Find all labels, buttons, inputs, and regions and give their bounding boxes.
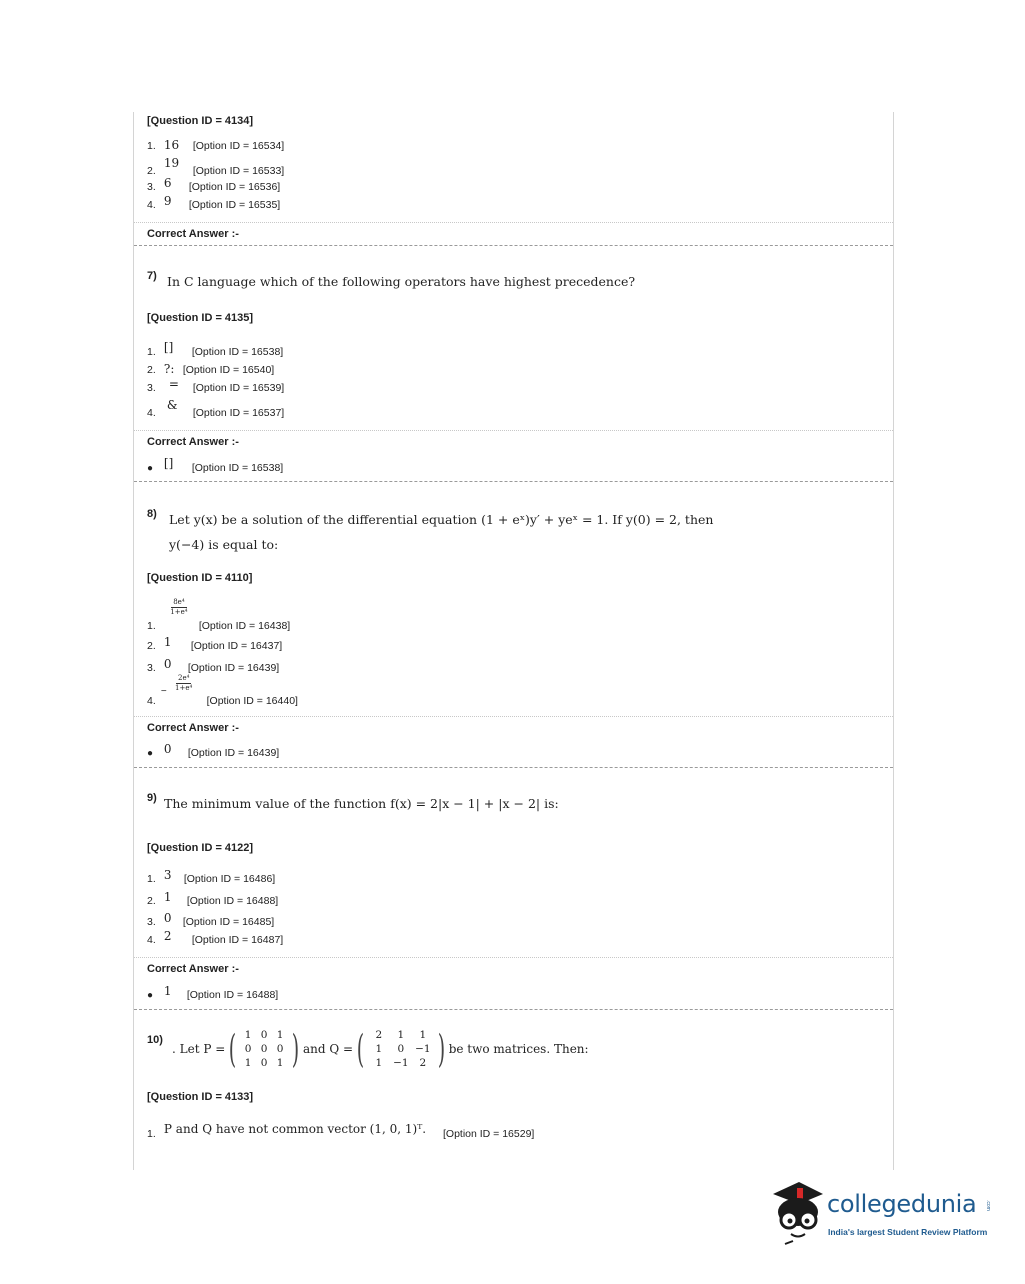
option-id: [Option ID = 16539] [192,382,285,394]
matrix-cell: 1 [375,1057,383,1069]
matrix-cell: −1 [393,1057,409,1069]
option-id: [Option ID = 16529] [442,1128,535,1140]
brand-tagline: India's largest Student Review Platform [828,1227,988,1237]
question-id: [Question ID = 4122] [147,842,254,854]
correct-answer-row [147,985,278,1003]
fraction-denominator: 1+e⁴ [175,684,193,692]
option-value: 3 [163,868,172,882]
option-value: ?: [163,362,175,376]
question-id: [Question ID = 4134] [147,115,254,127]
option-row [147,891,278,909]
option-value: & [166,398,178,412]
option-number: 3. [147,181,156,193]
option-value: 16 [163,138,180,152]
option-row [147,930,283,948]
option-value: 0 [163,657,172,671]
correct-answer-label: Correct Answer :- [147,436,239,448]
question-separator [134,245,893,246]
fraction-numerator: 2e⁴ [177,674,190,682]
option-value: [] [163,340,174,354]
question-text: and Q = [302,1042,354,1056]
option-number: 4. [147,407,156,419]
exam-page [133,112,894,1170]
option-row [147,378,284,396]
matrix-cell: 1 [419,1029,427,1041]
fraction-numerator: 8e⁴ [173,598,185,606]
option-number: 2. [147,165,156,177]
matrix-cell: 2 [419,1057,427,1069]
option-row [147,600,290,636]
correct-value: 1 [163,984,172,998]
option-fraction [164,598,194,617]
divider [134,430,893,431]
option-value: 1 [163,890,172,904]
matrix-cell: 0 [397,1043,405,1055]
question-text-cont: y(−4) is equal to: [169,537,279,552]
option-row [147,676,298,712]
option-value: 1 [163,635,172,649]
fraction-denominator: 1+e⁴ [170,608,188,616]
divider [134,222,893,223]
option-number: 4. [147,695,156,708]
option-number: 2. [147,640,156,652]
correct-value: 0 [163,742,172,756]
question-id: [Question ID = 4133] [147,1091,254,1103]
option-row [147,342,283,360]
question-text: be two matrices. Then: [448,1042,589,1056]
matrix-cell: 1 [276,1057,284,1069]
option-value: = [168,377,179,391]
question-separator [134,767,893,768]
option-id: [Option ID = 16488] [186,895,279,907]
matrix-cell: 1 [276,1029,284,1041]
correct-answer-label: Correct Answer :- [147,722,239,734]
option-id: [Option ID = 16533] [192,165,285,177]
option-number: 1. [147,140,156,152]
option-number: 1. [147,873,156,885]
matrix-cell: 1 [244,1057,252,1069]
option-number: 3. [147,382,156,394]
question-separator [134,1009,893,1010]
question-number: 8) [147,508,157,520]
option-row [147,658,279,676]
option-number: 2. [147,364,156,376]
bullet-icon: ● [147,748,154,759]
option-value: 2 [163,929,172,943]
option-id: [Option ID = 16487] [191,934,284,946]
option-fraction [170,674,198,693]
divider [134,957,893,958]
correct-option-id: [Option ID = 16439] [187,747,280,759]
correct-option-id: [Option ID = 16538] [191,462,284,474]
correct-answer-label: Correct Answer :- [147,963,239,975]
question-number: 10) [147,1034,163,1046]
matrix-q: ( 2 1 1 1 0 −1 1 −1 2 ) [356,1027,445,1071]
matrix-cell: 0 [260,1043,268,1055]
option-id: [Option ID = 16486] [183,873,276,885]
option-id: [Option ID = 16438] [198,620,291,633]
matrix-cell: 1 [375,1043,383,1055]
question-text: . Let P = [172,1042,226,1056]
option-value: P and Q have not common vector (1, 0, 1)ᵀ. [163,1122,427,1136]
option-id: [Option ID = 16485] [182,916,275,928]
option-row [147,1120,534,1138]
option-id: [Option ID = 16439] [187,662,280,674]
question-text-with-matrices [172,1029,589,1069]
option-number: 1. [147,1128,156,1140]
option-number: 4. [147,199,156,211]
correct-option-id: [Option ID = 16488] [186,989,279,1001]
matrix-cell: 1 [397,1029,405,1041]
option-id: [Option ID = 16538] [191,346,284,358]
option-id: [Option ID = 16534] [192,140,285,152]
correct-answer-row [147,743,279,761]
divider [134,716,893,717]
mascot-icon [767,1178,827,1248]
option-value: 19 [163,156,180,170]
option-id: [Option ID = 16537] [192,407,285,419]
question-number: 7) [147,270,157,282]
option-number: 1. [147,620,156,633]
question-text: Let y(x) be a solution of the differential equation (1 + eˣ)y′ + yeˣ = 1. If y(0) = 2, then [169,512,714,527]
option-row [147,195,280,213]
matrix-p: ( 1 0 1 0 0 0 1 0 1 ) [228,1027,300,1071]
correct-answer-row [147,458,283,476]
matrix-cell: −1 [415,1043,431,1055]
option-number: 3. [147,662,156,674]
question-text: In C language which of the following operators have highest precedence? [167,274,636,289]
option-number: 1. [147,346,156,358]
option-id: [Option ID = 16437] [190,640,283,652]
matrix-cell: 0 [260,1029,268,1041]
option-number: 3. [147,916,156,928]
question-text: The minimum value of the function f(x) = 2|x − 1| + |x − 2| is: [164,796,559,811]
matrix-cell: 0 [260,1057,268,1069]
brand-name: collegedunia [827,1190,977,1218]
option-row [147,398,285,421]
option-row [147,136,284,154]
bullet-icon: ● [147,990,154,1001]
option-id: [Option ID = 16535] [188,199,281,211]
correct-answer-label: Correct Answer :- [147,228,239,240]
option-id: [Option ID = 16440] [206,695,298,708]
question-id: [Question ID = 4110] [147,572,253,584]
option-value: 0 [163,911,172,925]
option-row [147,869,275,887]
matrix-cell: 0 [244,1043,252,1055]
option-id: [Option ID = 16540] [182,364,275,376]
option-sign: − [160,686,167,698]
matrix-cell: 1 [244,1029,252,1041]
option-id: [Option ID = 16536] [188,181,281,193]
correct-value: [] [163,456,174,470]
bullet-icon: ● [147,463,154,474]
matrix-cell: 0 [276,1043,284,1055]
question-number: 9) [147,792,157,804]
question-separator [134,481,893,482]
option-value: 6 [163,176,172,190]
brand-domain: .com [985,1200,991,1211]
option-number: 2. [147,895,156,907]
collegedunia-logo [767,1178,992,1248]
option-row [147,636,282,654]
option-value: 9 [163,194,172,208]
matrix-cell: 2 [375,1029,383,1041]
option-number: 4. [147,934,156,946]
question-id: [Question ID = 4135] [147,312,254,324]
